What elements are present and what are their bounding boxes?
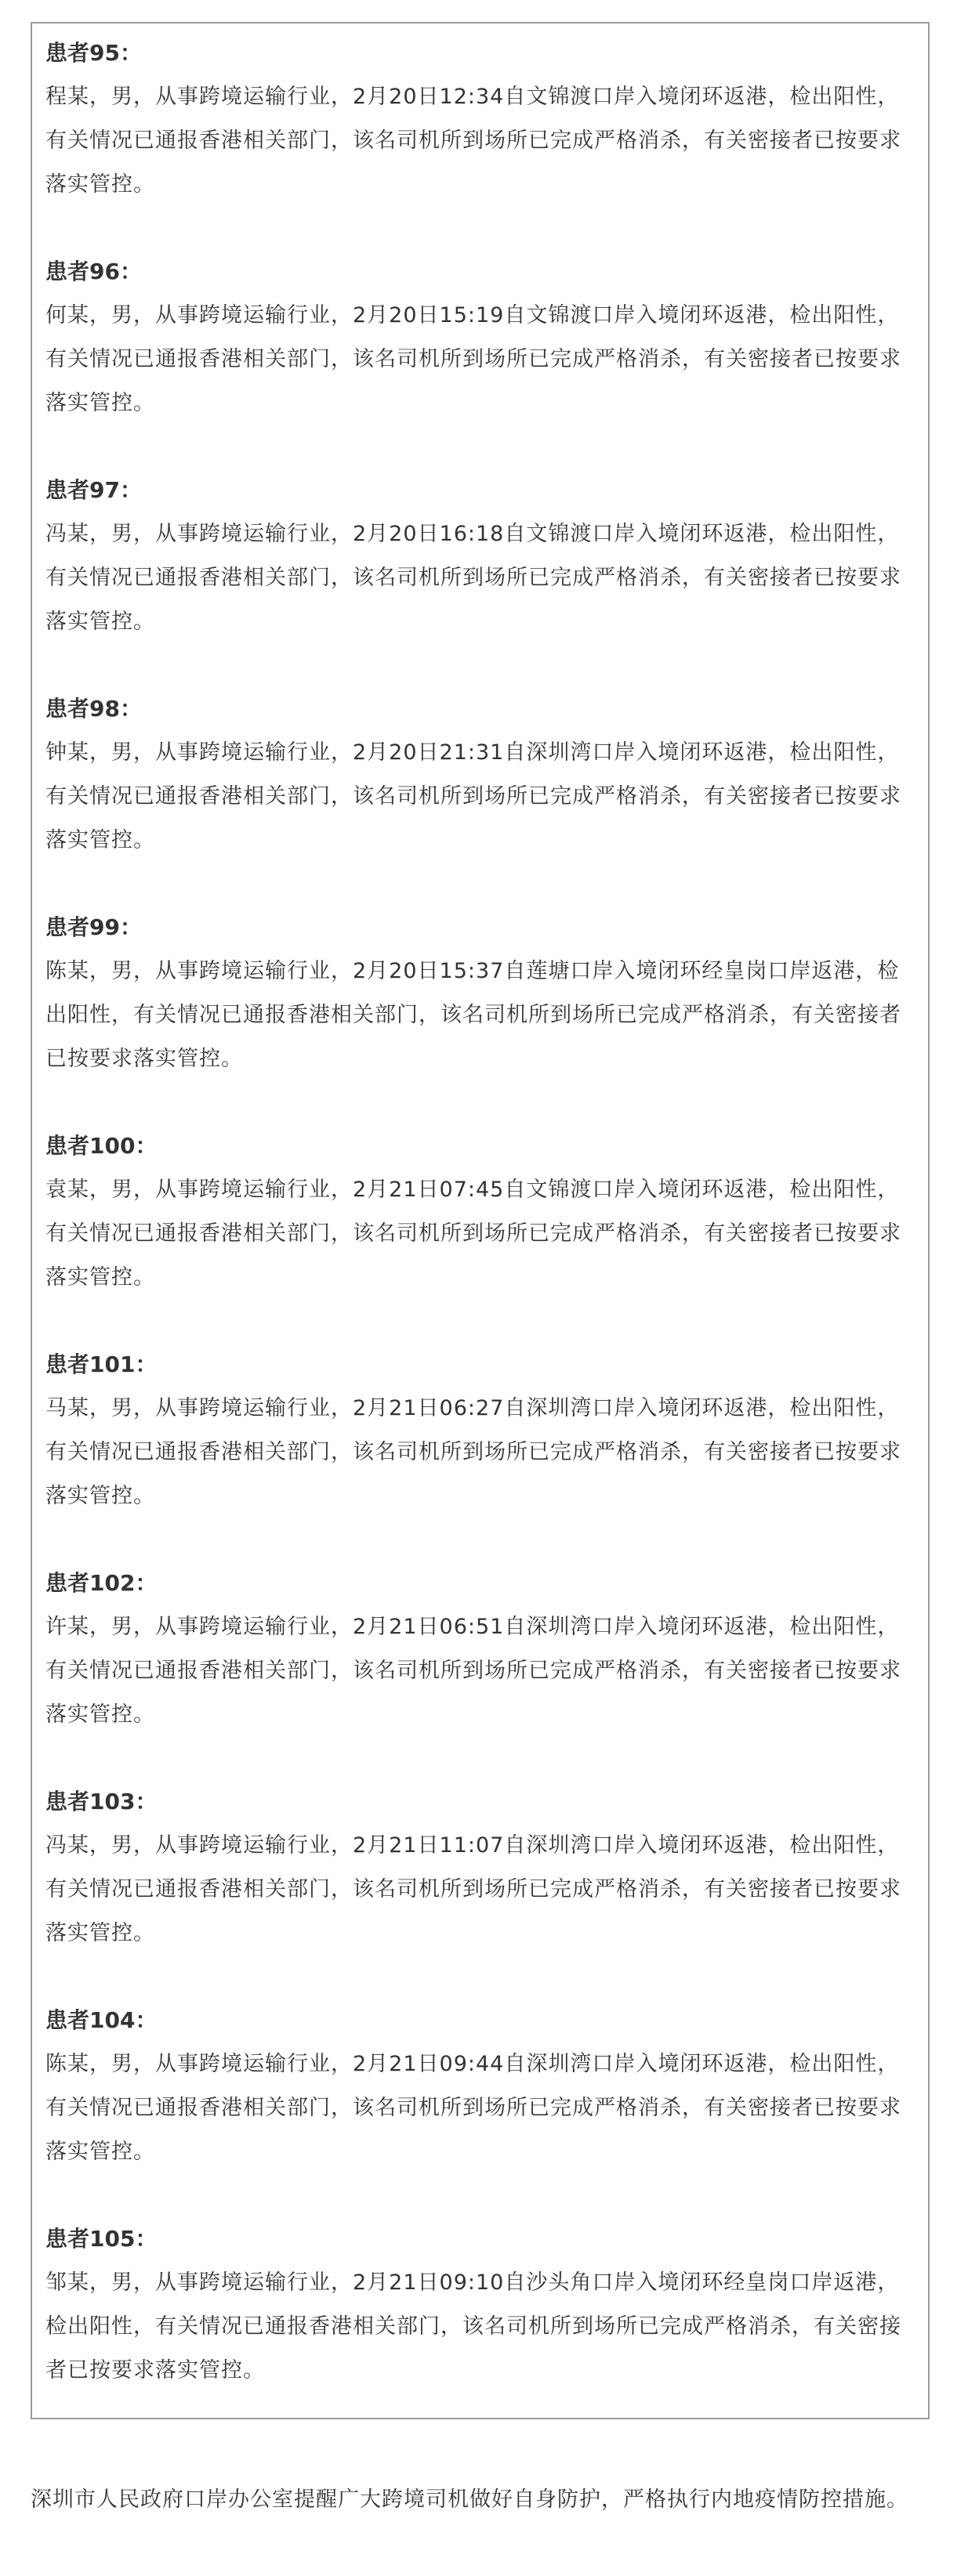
case-entry: [45, 1124, 923, 1300]
case-description: 何某，男，从事跨境运输行业，2月20日15:19自文锦渡口岸入境闭环返港，检出阳性，有关情况已通报香港相关部门，该名司机所到场所已完成严格消杀，有关密接者已按要求落实管控。: [45, 303, 901, 415]
case-title: 患者105：: [45, 2226, 158, 2252]
case-title: 患者97：: [45, 477, 142, 503]
case-title: 患者98：: [45, 696, 142, 722]
case-entry: [45, 1999, 923, 2174]
case-title: 患者101：: [45, 1351, 158, 1377]
case-title: 患者99：: [45, 914, 142, 940]
case-title: 患者104：: [45, 2007, 158, 2033]
case-description: 陈某，男，从事跨境运输行业，2月21日09:44自深圳湾口岸入境闭环返港，检出阳性，有关情况已通报香港相关部门，该名司机所到场所已完成严格消杀，有关密接者已按要求落实管控。: [45, 2052, 901, 2164]
closing-notice: 深圳市人民政府口岸办公室提醒广大跨境司机做好自身防护，严格执行内地疫情防控措施。: [31, 2487, 908, 2512]
case-description: 袁某，男，从事跨境运输行业，2月21日07:45自文锦渡口岸入境闭环返港，检出阳性，有关情况已通报香港相关部门，该名司机所到场所已完成严格消杀，有关密接者已按要求落实管控。: [45, 1178, 901, 1290]
case-entry: [45, 906, 923, 1081]
case-entry: [45, 1561, 923, 1737]
case-title: 患者103：: [45, 1789, 158, 1814]
case-entry: [45, 1343, 923, 1518]
case-description: 冯某，男，从事跨境运输行业，2月20日16:18自文锦渡口岸入境闭环返港，检出阳性，有关情况已通报香港相关部门，该名司机所到场所已完成严格消杀，有关密接者已按要求落实管控。: [45, 522, 901, 634]
case-title: 患者100：: [45, 1133, 158, 1159]
case-description: 马某，男，从事跨境运输行业，2月21日06:27自深圳湾口岸入境闭环返港，检出阳性，有关情况已通报香港相关部门，该名司机所到场所已完成严格消杀，有关密接者已按要求落实管控。: [45, 1396, 901, 1508]
case-entry: [45, 250, 923, 425]
case-description: 钟某，男，从事跨境运输行业，2月20日21:31自深圳湾口岸入境闭环返港，检出阳性，有关情况已通报香港相关部门，该名司机所到场所已完成严格消杀，有关密接者已按要求落实管控。: [45, 740, 901, 852]
case-entry: [45, 469, 923, 644]
case-description: 许某，男，从事跨境运输行业，2月21日06:51自深圳湾口岸入境闭环返港，检出阳性，有关情况已通报香港相关部门，该名司机所到场所已完成严格消杀，有关密接者已按要求落实管控。: [45, 1615, 901, 1727]
case-description: 邹某，男，从事跨境运输行业，2月21日09:10自沙头角口岸入境闭环经皇岗口岸返港，检出阳性，有关情况已通报香港相关部门，该名司机所到场所已完成严格消杀，有关密接者已按要求落实管控。: [45, 2270, 901, 2382]
case-entry: [45, 687, 923, 863]
case-description: 程某，男，从事跨境运输行业，2月20日12:34自文锦渡口岸入境闭环返港，检出阳性，有关情况已通报香港相关部门，该名司机所到场所已完成严格消杀，有关密接者已按要求落实管控。: [45, 85, 901, 197]
case-title: 患者102：: [45, 1570, 158, 1596]
case-entry: [45, 31, 923, 207]
case-title: 患者96：: [45, 259, 142, 284]
case-description: 冯某，男，从事跨境运输行业，2月21日11:07自深圳湾口岸入境闭环返港，检出阳性，有关情况已通报香港相关部门，该名司机所到场所已完成严格消杀，有关密接者已按要求落实管控。: [45, 1833, 901, 1945]
case-description: 陈某，男，从事跨境运输行业，2月20日15:37自莲塘口岸入境闭环经皇岗口岸返港，检出阳性，有关情况已通报香港相关部门，该名司机所到场所已完成严格消杀，有关密接者已按要求落实管控。: [45, 959, 901, 1071]
case-entry: [45, 1780, 923, 1956]
case-title: 患者95：: [45, 40, 142, 66]
case-entry: [45, 2217, 923, 2393]
